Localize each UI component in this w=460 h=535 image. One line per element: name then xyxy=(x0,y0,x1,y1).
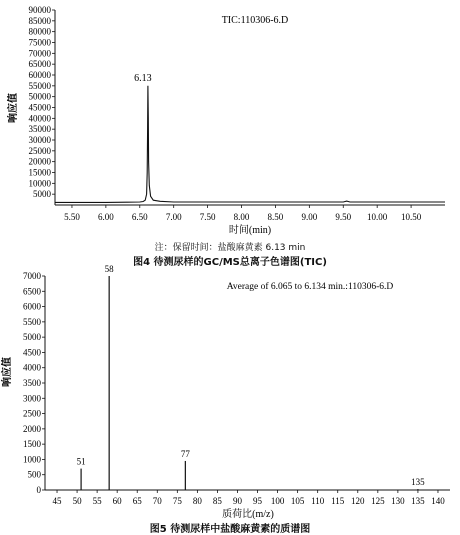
ms-y-tick-label: 4000 xyxy=(23,362,41,373)
tic-y-tick-label: 90000 xyxy=(28,5,51,15)
ms-x-tick-label: 135 xyxy=(411,496,425,506)
ms-x-tick-label: 110 xyxy=(311,496,325,506)
tic-x-tick-label: 9.00 xyxy=(301,212,318,222)
ms-y-tick-label: 2500 xyxy=(23,408,41,419)
mass-spectrum-chart xyxy=(0,264,450,520)
ms-x-tick-label: 130 xyxy=(391,496,405,506)
tic-y-label: 响应值 xyxy=(8,93,19,123)
ms-x-tick-label: 115 xyxy=(331,496,345,506)
tic-x-label: 时间(min) xyxy=(228,225,272,236)
tic-y-tick-label: 15000 xyxy=(28,167,51,178)
tic-x-tick-label: 8.50 xyxy=(267,212,284,222)
ms-x-tick-label: 120 xyxy=(351,496,365,506)
tic-y-tick-label: 40000 xyxy=(28,113,51,124)
tic-x-tick-label: 6.50 xyxy=(131,212,148,222)
ms-x-tick-label: 45 xyxy=(52,496,62,506)
tic-x-tick-label: 5.50 xyxy=(64,212,80,222)
ms-y-tick-label: 2000 xyxy=(23,423,41,434)
ms-y-tick-label: 6500 xyxy=(23,286,41,297)
ms-x-tick-label: 75 xyxy=(172,496,182,506)
ms-peak-label: 135 xyxy=(411,477,425,488)
ms-y-tick-label: 5000 xyxy=(23,332,41,343)
tic-trace xyxy=(55,86,445,203)
tic-x-tick-label: 10.50 xyxy=(400,212,422,222)
tic-peak-label: 6.13 xyxy=(134,72,152,84)
ms-y-tick-label: 0 xyxy=(36,485,41,495)
ms-x-tick-label: 140 xyxy=(431,496,445,506)
tic-y-tick-label: 80000 xyxy=(28,26,51,37)
ms-y-tick-label: 6000 xyxy=(23,301,41,312)
tic-x-tick-label: 7.50 xyxy=(199,212,216,222)
tic-x-tick-label: 8.00 xyxy=(233,212,250,222)
ms-y-tick-label: 1000 xyxy=(23,454,41,465)
fig5-caption: 图5 待测尿样中盐酸麻黄素的质谱图 xyxy=(149,524,311,535)
ms-y-tick-label: 7000 xyxy=(23,271,41,281)
ms-x-tick-label: 80 xyxy=(192,496,202,506)
ms-x-tick-label: 85 xyxy=(212,496,222,506)
tic-y-tick-label: 20000 xyxy=(28,156,51,167)
ms-x-tick-label: 105 xyxy=(290,496,305,506)
ms-y-tick-label: 1500 xyxy=(23,439,41,450)
ms-peak-label: 77 xyxy=(180,448,190,459)
ms-x-tick-label: 95 xyxy=(253,496,263,506)
ms-x-tick-label: 125 xyxy=(371,496,385,506)
tic-x-tick-label: 7.00 xyxy=(165,212,182,222)
fig4-caption: 图4 待测尿样的GC/MS总离子色谱图(TIC) xyxy=(133,257,327,268)
tic-x-tick-label: 9.50 xyxy=(335,212,352,222)
ms-y-label: 响应值 xyxy=(2,357,13,387)
ms-title: Average of 6.065 to 6.134 min.:110306-6.D xyxy=(226,282,394,292)
fig4-note: 注：保留时间：盐酸麻黄素 6.13 min xyxy=(154,243,306,253)
ms-x-tick-label: 55 xyxy=(92,496,102,506)
tic-y-tick-label: 35000 xyxy=(28,124,51,135)
ms-x-label: 质荷比(m/z) xyxy=(222,509,274,520)
ms-peak-label: 51 xyxy=(76,456,86,467)
tic-y-tick-label: 85000 xyxy=(28,15,51,26)
tic-y-tick-label: 30000 xyxy=(28,135,51,145)
ms-y-tick-label: 5500 xyxy=(23,316,41,327)
ms-x-tick-label: 90 xyxy=(232,496,242,506)
ms-peak-label: 58 xyxy=(104,264,114,274)
ms-x-tick-label: 60 xyxy=(112,496,122,506)
tic-y-tick-label: 50000 xyxy=(28,91,51,102)
tic-y-tick-label: 10000 xyxy=(28,178,51,189)
ms-y-tick-label: 500 xyxy=(27,469,41,480)
tic-y-tick-label: 55000 xyxy=(28,80,51,91)
tic-y-tick-label: 65000 xyxy=(28,59,51,70)
tic-y-tick-label: 45000 xyxy=(28,102,51,113)
tic-y-tick-label: 75000 xyxy=(28,37,51,48)
ms-y-tick-label: 3500 xyxy=(23,378,41,388)
tic-x-tick-label: 10.00 xyxy=(367,212,388,222)
tic-x-tick-label: 6.00 xyxy=(97,212,114,222)
tic-y-tick-label: 60000 xyxy=(28,70,51,80)
ms-y-tick-label: 3000 xyxy=(23,393,41,404)
tic-chart xyxy=(6,5,445,236)
ms-x-tick-label: 100 xyxy=(270,496,285,506)
tic-y-tick-label: 5000 xyxy=(33,189,51,200)
tic-y-tick-label: 70000 xyxy=(28,48,51,59)
tic-y-tick-label: 25000 xyxy=(28,145,51,156)
tic-title: TIC:110306-6.D xyxy=(221,15,289,26)
ms-x-tick-label: 65 xyxy=(132,496,142,506)
ms-x-tick-label: 50 xyxy=(72,496,82,506)
ms-y-tick-label: 4500 xyxy=(23,347,41,358)
ms-x-tick-label: 70 xyxy=(152,496,162,506)
